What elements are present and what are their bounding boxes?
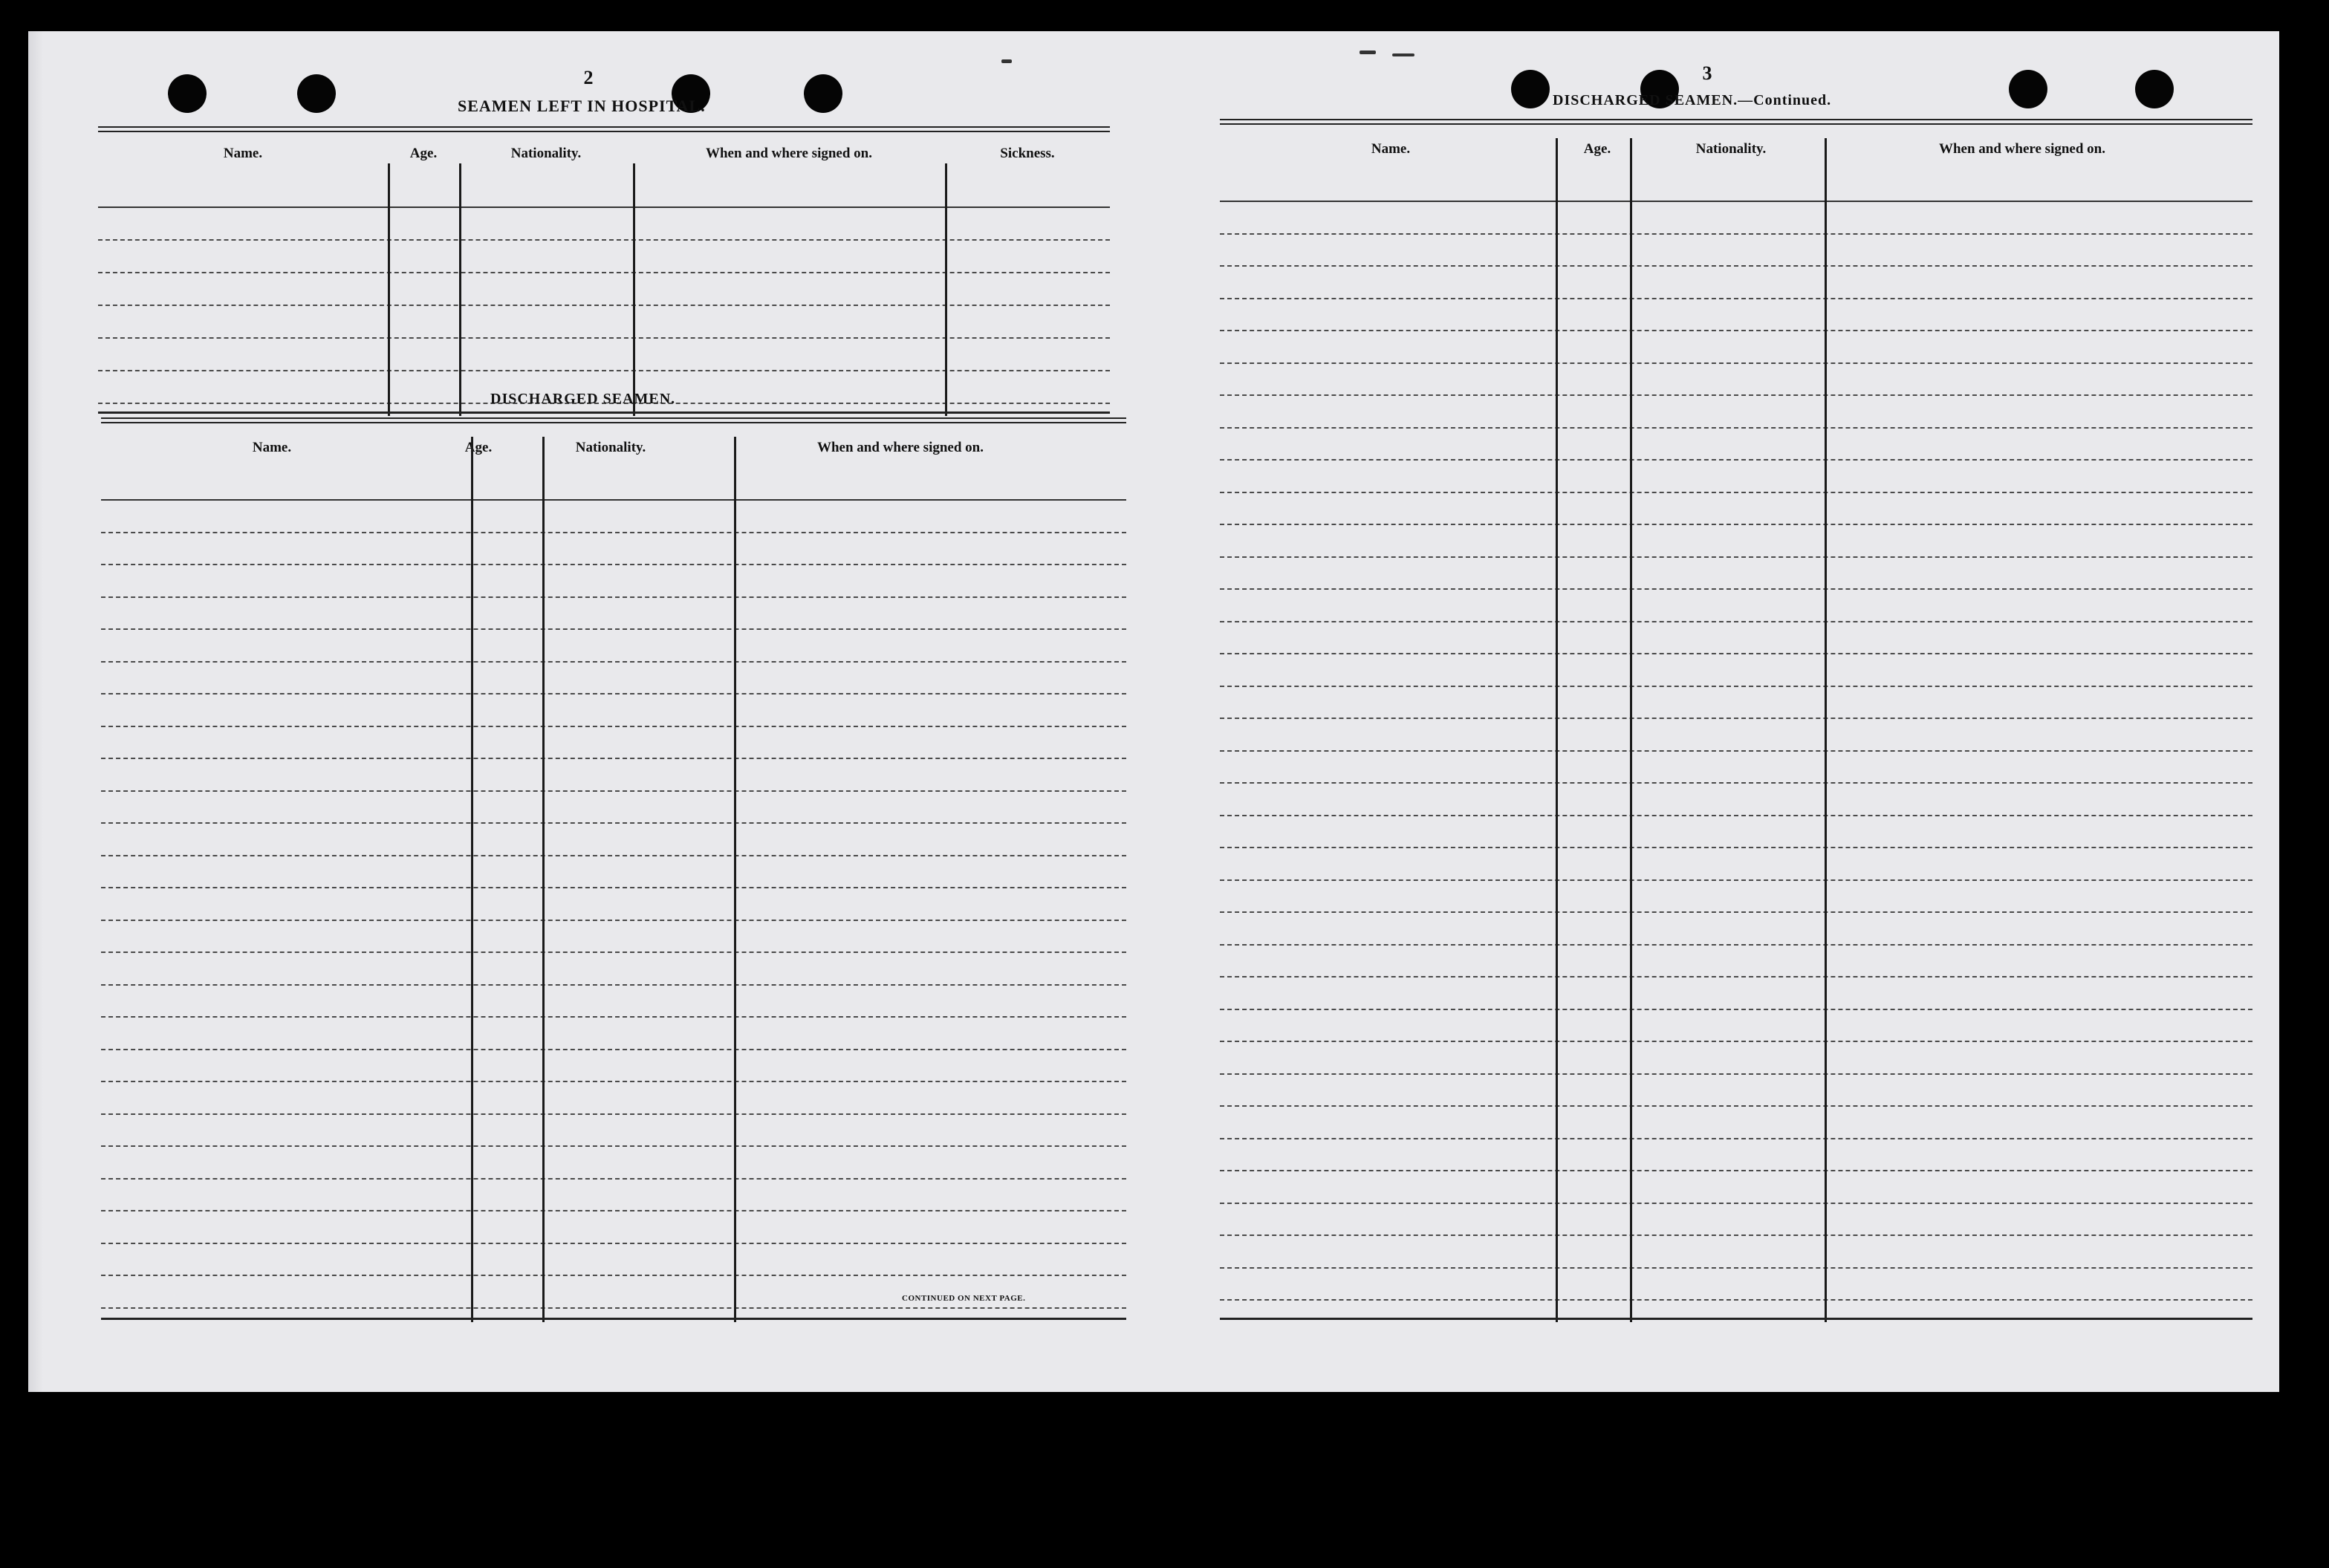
table-row[interactable] [1220,1139,2252,1172]
table-row[interactable] [1220,525,2252,558]
table-row[interactable] [101,1211,1126,1244]
col-signed-on-header: When and where signed on. [705,146,872,161]
punch-hole-icon [2009,70,2047,108]
left-page-number: 2 [583,67,594,88]
table-row[interactable] [1220,881,2252,914]
table-row[interactable] [101,921,1126,954]
continued-note: CONTINUED ON NEXT PAGE. [902,1294,1026,1303]
discharged-rows-left [101,501,1126,1309]
table-row[interactable] [1220,848,2252,881]
table-row[interactable] [101,501,1126,533]
table-row[interactable] [101,533,1126,566]
table-row[interactable] [101,824,1126,856]
table-row[interactable] [1220,1236,2252,1269]
col-nationality-header: Nationality. [510,146,582,161]
col-name-header: Name. [252,440,292,455]
discharged-table-left-header [101,440,1126,456]
discharged-table-right-header [1220,141,2252,157]
table-row[interactable] [101,565,1126,598]
table-row[interactable] [101,1147,1126,1180]
table-row[interactable] [1220,396,2252,429]
hospital-table-header [98,146,1110,162]
punch-hole-icon [804,74,842,113]
table-row[interactable] [98,339,1110,371]
punch-hole-icon [2135,70,2174,108]
right-page-number: 3 [1702,62,1712,84]
table-row[interactable] [101,1115,1126,1148]
discharged-rows-right [1220,202,2252,1301]
punch-hole-icon [168,74,207,113]
table-row[interactable] [101,953,1126,986]
table-row[interactable] [1220,558,2252,591]
table-row[interactable] [1220,752,2252,784]
table-row[interactable] [101,1276,1126,1309]
table-row[interactable] [101,1244,1126,1277]
discharged-section-title: DISCHARGED SEAMEN. [490,391,676,407]
table-row[interactable] [98,208,1110,241]
table-row[interactable] [1220,299,2252,332]
col-sickness-header: Sickness. [1000,146,1055,161]
table-row[interactable] [1220,1075,2252,1107]
table-row[interactable] [1220,1042,2252,1075]
table-row[interactable] [1220,654,2252,687]
table-row[interactable] [101,630,1126,663]
col-nationality-header: Nationality. [1695,141,1767,157]
table-row[interactable] [1220,977,2252,1010]
table-row[interactable] [1220,331,2252,364]
table-row[interactable] [1220,946,2252,978]
table-row[interactable] [1220,1171,2252,1204]
form-sheet [28,31,2279,1392]
table-row[interactable] [1220,429,2252,461]
table-row[interactable] [101,1082,1126,1115]
col-age-header: Age. [409,146,438,161]
hospital-table [98,126,1110,416]
table-row[interactable] [1220,235,2252,267]
col-nationality-header: Nationality. [575,440,646,455]
table-row[interactable] [101,1180,1126,1212]
table-row[interactable] [101,759,1126,792]
table-row[interactable] [101,888,1126,921]
table-row[interactable] [101,663,1126,695]
table-row[interactable] [1220,816,2252,849]
table-row[interactable] [1220,364,2252,397]
scan-speck [1360,51,1376,54]
table-row[interactable] [101,727,1126,760]
table-row[interactable] [101,986,1126,1018]
table-row[interactable] [101,598,1126,631]
table-row[interactable] [1220,913,2252,946]
table-row[interactable] [1220,202,2252,235]
hospital-rows [98,208,1110,404]
table-row[interactable] [1220,493,2252,526]
discharged-table-right [1220,119,2252,1322]
table-row[interactable] [1220,622,2252,655]
discharged-continued-title: DISCHARGED SEAMEN.—Continued. [1553,92,1832,108]
col-age-header: Age. [464,440,493,455]
punch-hole-icon [1511,70,1550,108]
hospital-section-title: SEAMEN LEFT IN HOSPITAL. [458,97,706,115]
table-row[interactable] [101,694,1126,727]
table-row[interactable] [98,273,1110,306]
table-row[interactable] [101,792,1126,824]
table-row[interactable] [101,1018,1126,1050]
table-row[interactable] [101,856,1126,889]
col-name-header: Name. [1371,141,1411,157]
col-signed-on-header: When and where signed on. [1938,141,2105,157]
scan-speck [1001,59,1012,63]
table-row[interactable] [1220,461,2252,493]
table-row[interactable] [101,1050,1126,1083]
table-row[interactable] [1220,1204,2252,1237]
col-age-header: Age. [1583,141,1611,157]
table-row[interactable] [1220,590,2252,622]
col-signed-on-header: When and where signed on. [816,440,984,455]
table-row[interactable] [1220,1010,2252,1043]
punch-hole-icon [297,74,336,113]
table-row[interactable] [1220,784,2252,816]
col-name-header: Name. [223,146,263,161]
table-row[interactable] [1220,1107,2252,1139]
scan-speck [1392,53,1414,56]
table-row[interactable] [1220,687,2252,720]
table-row[interactable] [98,306,1110,339]
table-row[interactable] [98,241,1110,273]
discharged-table-left [101,417,1126,1322]
table-row[interactable] [1220,267,2252,299]
table-row[interactable] [1220,719,2252,752]
table-row[interactable] [1220,1269,2252,1301]
